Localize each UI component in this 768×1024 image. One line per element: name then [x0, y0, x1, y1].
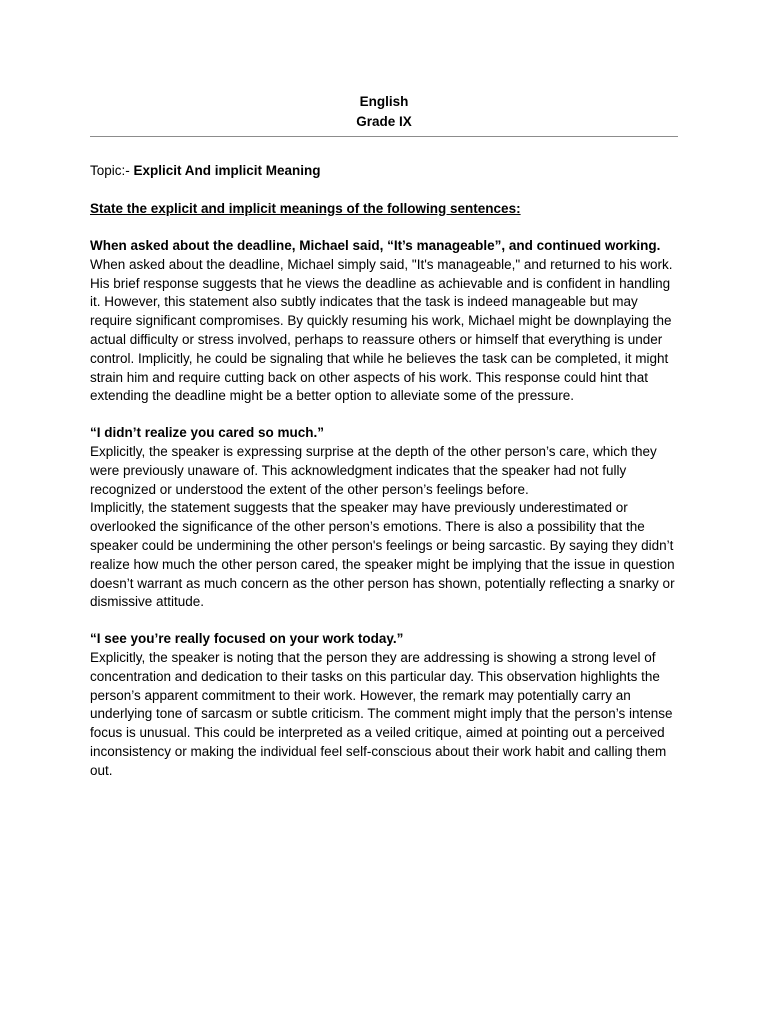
topic-label: Topic:- [90, 163, 134, 178]
question-heading: When asked about the deadline, Michael said, “It’s manageable”, and continued working. [90, 238, 661, 253]
question-section-3 [90, 630, 678, 780]
answer-paragraph: Explicitly, the speaker is noting that the person they are addressing is showing a strong level of concentration and dedication to their tasks on this particular day. This observation highlights the person’s apparent commitment to their work. However, the remark may potentially carry an underlying tone of sarcasm or subtle criticism. The comment might imply that the person’s intense focus is unusual. This could be interpreted as a veiled critique, aimed at pointing out a perceived inconsistency or making the individual feel self-conscious about their work habit and calling them out. [90, 649, 673, 778]
question-heading: “I didn’t realize you cared so much.” [90, 425, 325, 441]
question-section-2 [90, 424, 678, 612]
question-heading: “I see you’re really focused on your work today.” [90, 631, 404, 647]
answer-paragraph: Explicitly, the speaker is expressing surprise at the depth of the other person’s care, which they were previously unaware of. This acknowledgment indicates that the speaker had not fully recognized or understood the extent of the other person’s feelings before. [90, 443, 657, 497]
grade-title: Grade IX [356, 114, 412, 129]
answer-paragraph: When asked about the deadline, Michael simply said, "It's manageable," and returned to his work. His brief response suggests that he views the deadline as achievable and is confident in handling it. However, this statement also subtly indicates that the task is indeed manageable but may require significant compromises. By quickly resuming his work, Michael might be downplaying the actual difficulty or stress involved, perhaps to reassure others or himself that everything is under control. Implicitly, he could be signaling that while he believes the task can be completed, it might strain him and require cutting back on other aspects of his work. This response could hint that extending the deadline might be a better option to alleviate some of the pressure. [90, 256, 673, 404]
topic-value: Explicit And implicit Meaning [133, 163, 321, 178]
answer-paragraph: Implicitly, the statement suggests that the speaker may have previously underestimated or overlooked the significance of the other person’s emotions. There is also a possibility that the speaker could be undermining the other person's feelings or being sarcastic. By saying they didn’t realize how much the other person cared, the speaker might be implying that the issue in question doesn’t warrant as much concern as the other person has shown, potentially reflecting a snarky or dismissive attitude. [90, 500, 675, 610]
subject-title: English [359, 94, 409, 109]
question-section-1 [90, 237, 678, 406]
topic-line [90, 161, 678, 181]
instruction-heading: State the explicit and implicit meanings of the following sentences: [90, 201, 521, 216]
document-header [90, 92, 678, 132]
header-divider [90, 136, 678, 137]
